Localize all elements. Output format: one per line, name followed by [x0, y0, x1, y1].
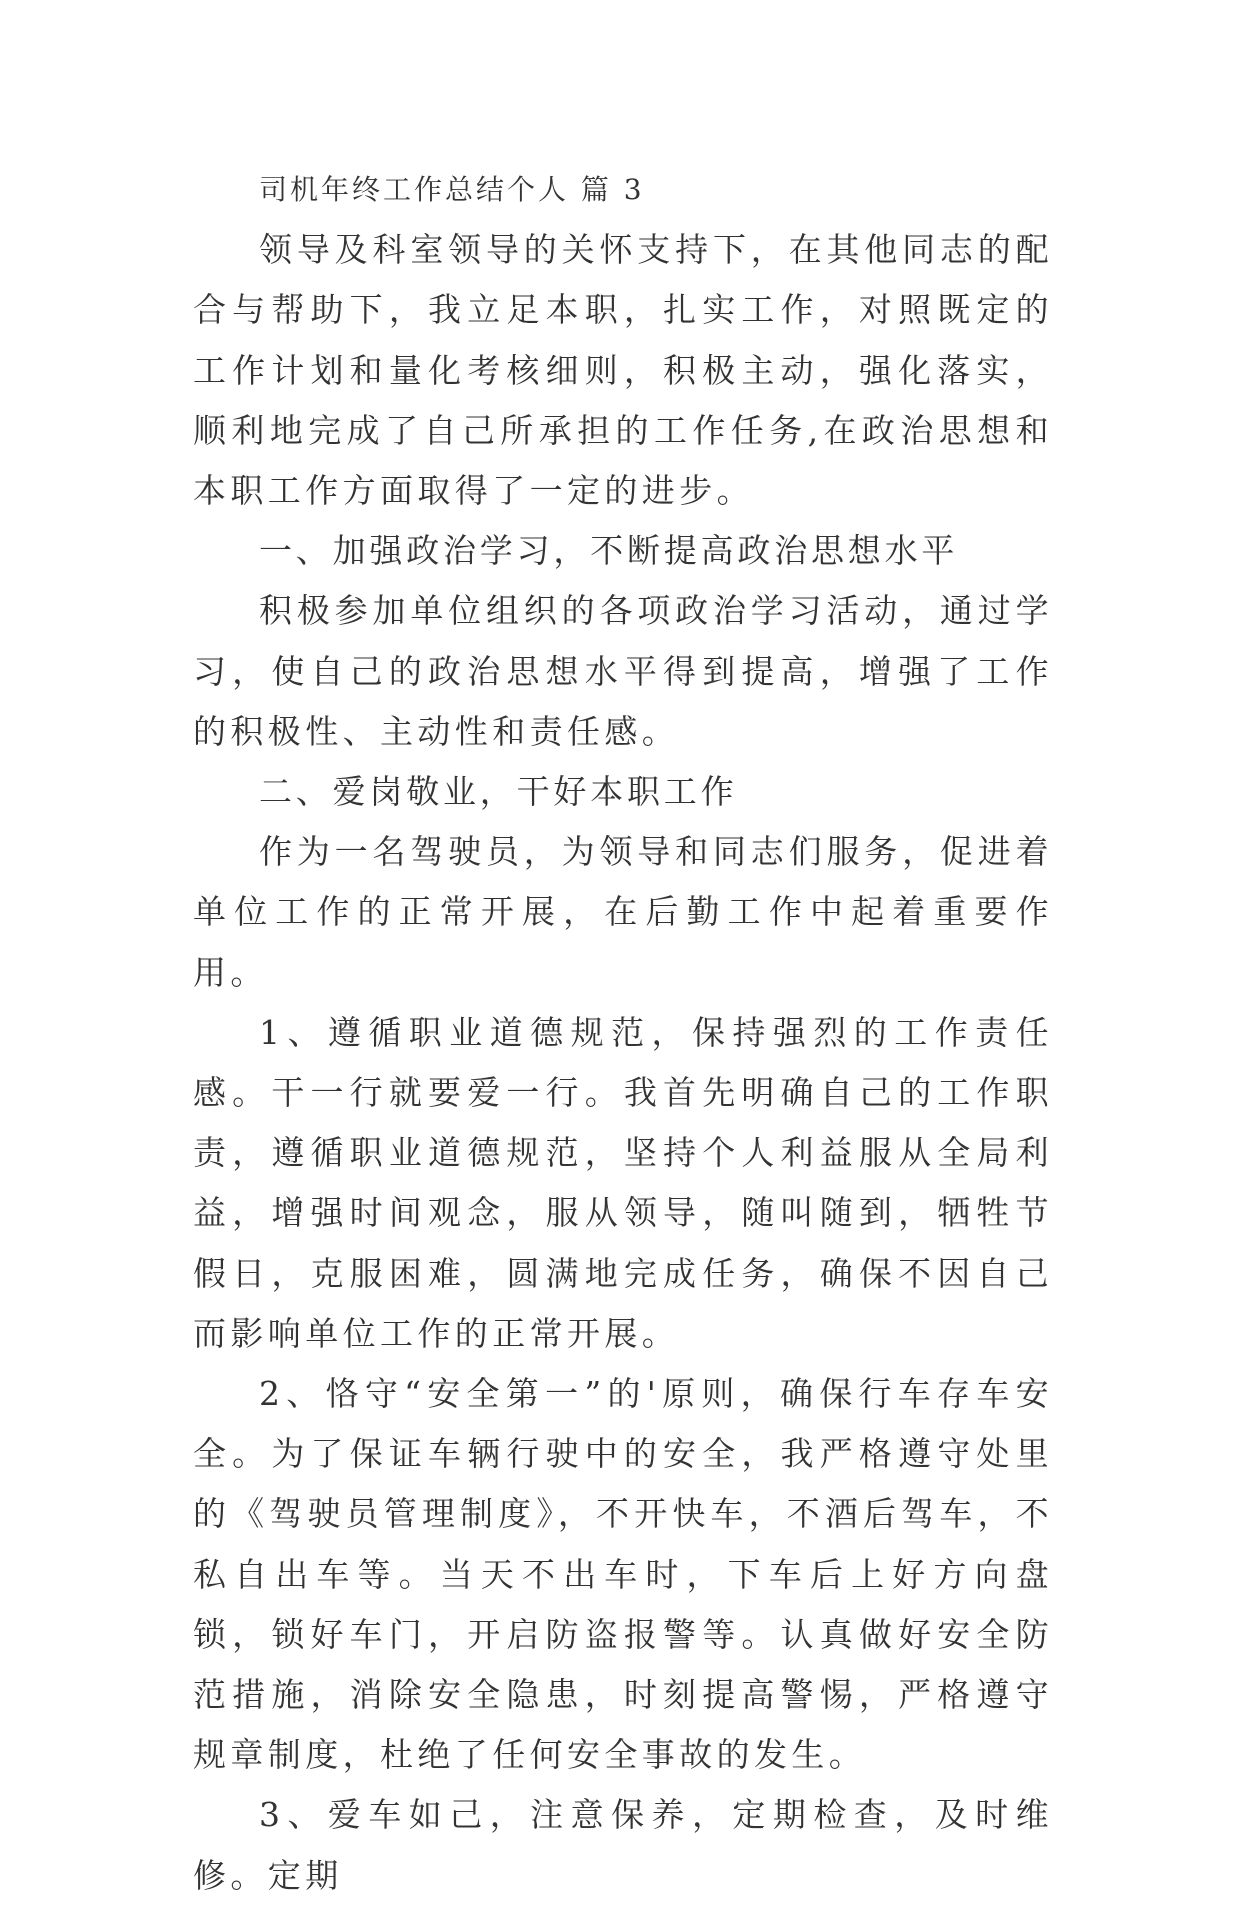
- document-title: 司机年终工作总结个人 篇 3: [259, 173, 645, 206]
- section-heading-2: 二、爱岗敬业，干好本职工作: [259, 772, 738, 812]
- paragraph-item-3: 3、爱车如己，注意保养，定期检查，及时维修。定期: [193, 1795, 1053, 1895]
- section-heading-1: 一、加强政治学习，不断提高政治思想水平: [259, 531, 959, 571]
- document-body: [193, 160, 1053, 1906]
- paragraph-driver-role: 作为一名驾驶员，为领导和同志们服务，促进着单位工作的正常开展，在后勤工作中起着重要作用。: [193, 832, 1053, 992]
- paragraph-item-2: 2、恪守“安全第一”的'原则，确保行车存车安全。为了保证车辆行驶中的安全，我严格遵守处里的《驾驶员管理制度》，不开快车，不酒后驾车，不私自出车等。当天不出车时，下车后上好方向盘锁，锁好车门，开启防盗报警等。认真做好安全防范措施，消除安全隐患，时刻提高警惕，严格遵守规章制度，杜绝了任何安全事故的发生。: [193, 1374, 1053, 1775]
- paragraph-item-1: 1、遵循职业道德规范，保持强烈的工作责任感。干一行就要爱一行。我首先明确自己的工作职责，遵循职业道德规范，坚持个人利益服从全局利益，增强时间观念，服从领导，随叫随到，牺牲节假日，克服困难，圆满地完成任务，确保不因自己而影响单位工作的正常开展。: [193, 1012, 1053, 1353]
- paragraph-political-study: 积极参加单位组织的各项政治学习活动，通过学习，使自己的政治思想水平得到提高，增强了工作的积极性、主动性和责任感。: [193, 591, 1053, 751]
- paragraph-intro: 领导及科室领导的关怀支持下，在其他同志的配合与帮助下，我立足本职，扎实工作，对照既定的工作计划和量化考核细则，积极主动，强化落实，顺利地完成了自己所承担的工作任务,在政治思想和本职工作方面取得了一定的进步。: [193, 230, 1053, 511]
